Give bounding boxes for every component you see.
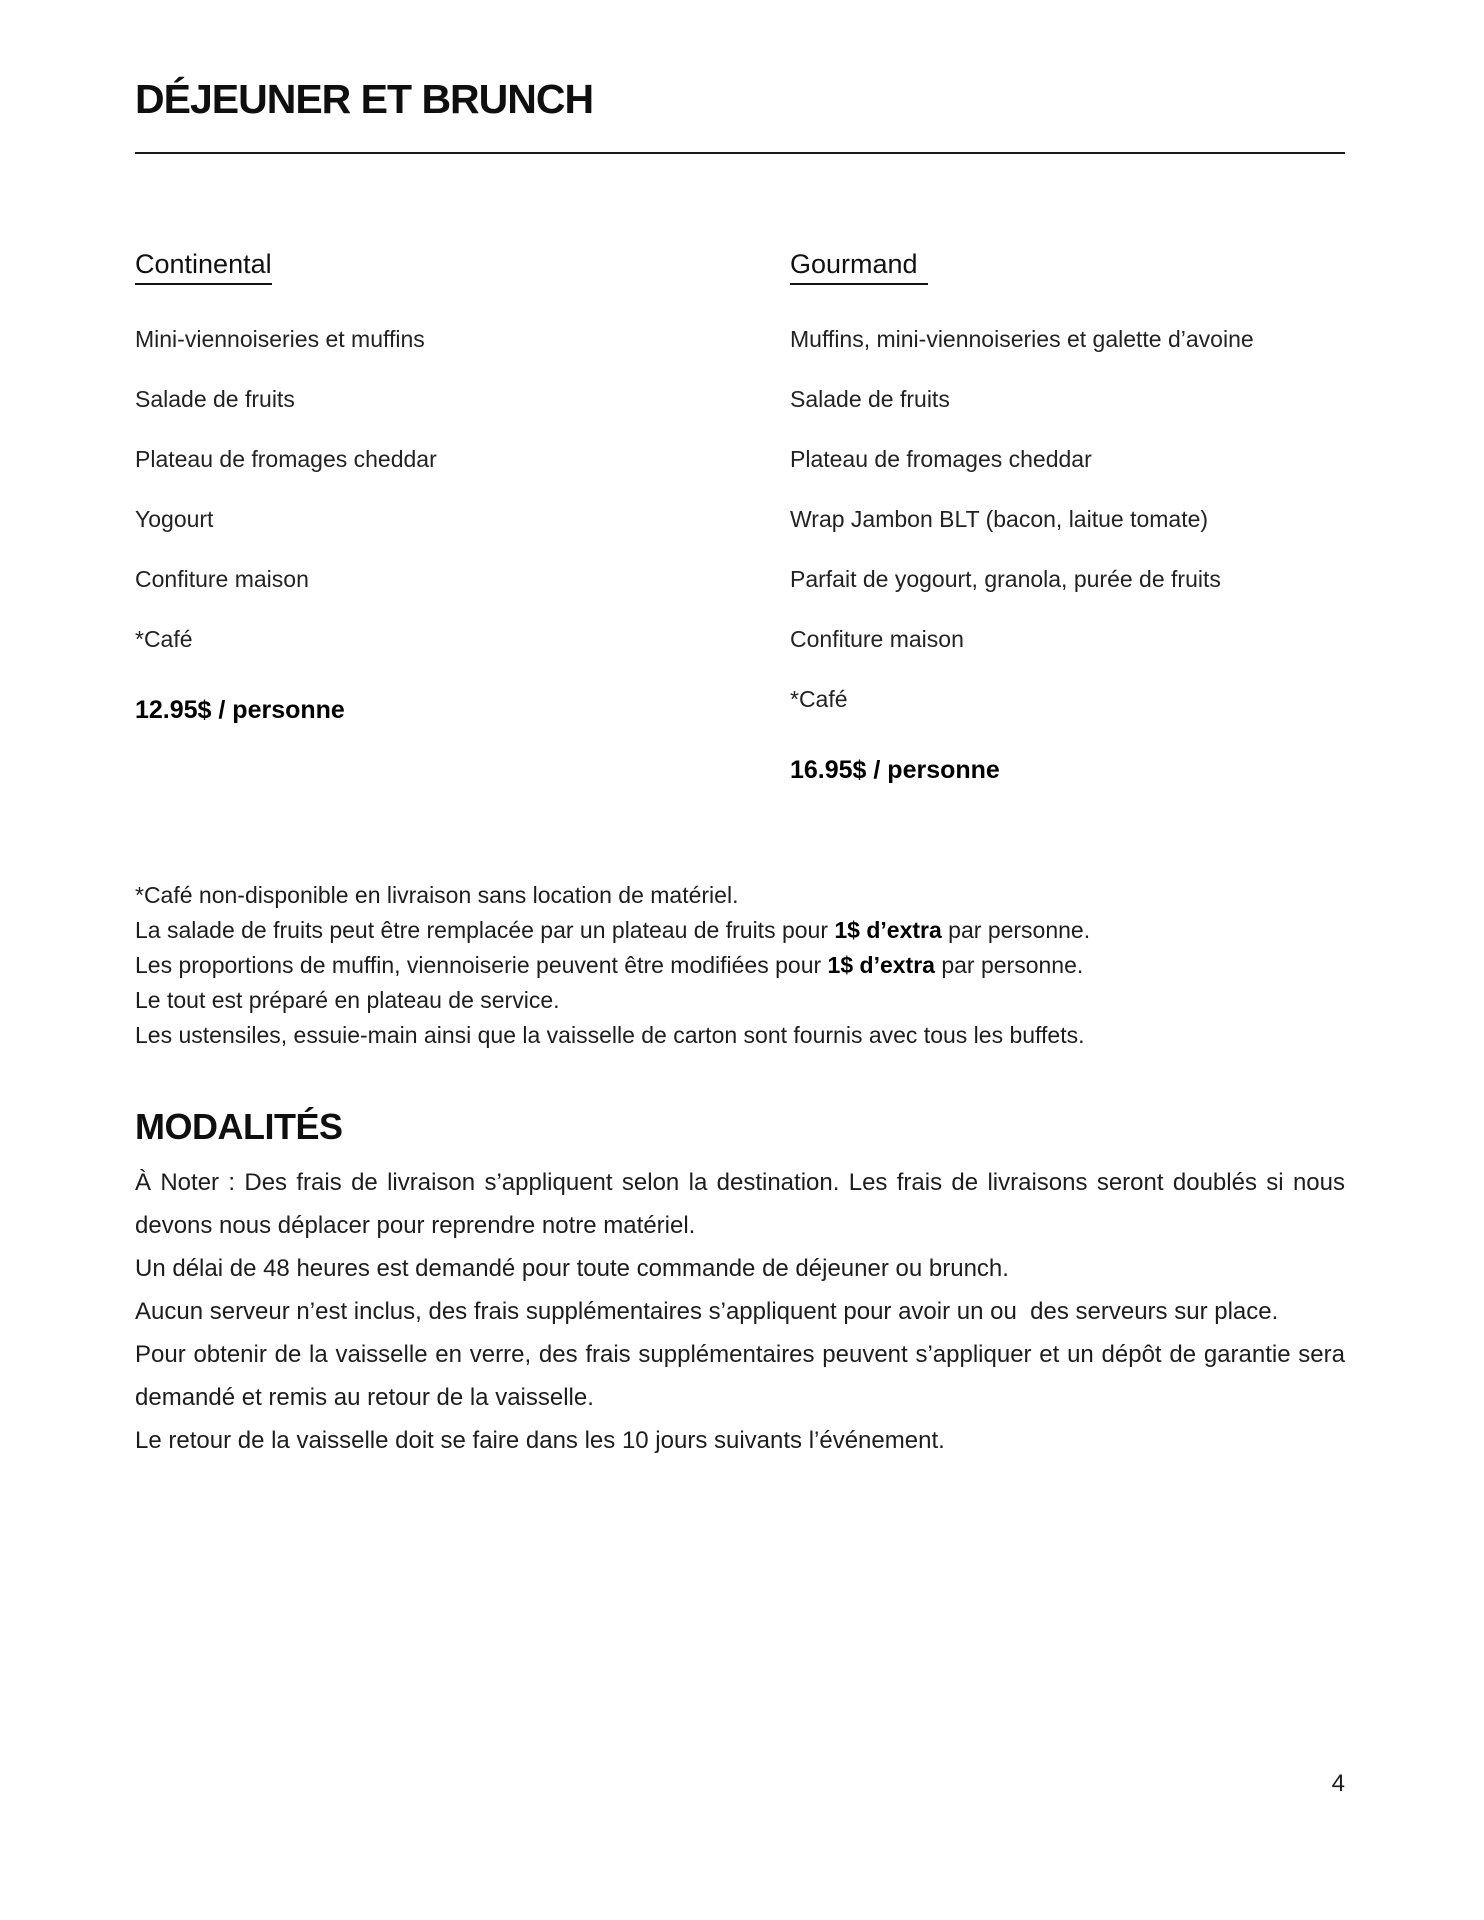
modalites-paragraph: Le retour de la vaisselle doit se faire dans les 10 jours suivants l’événement. (135, 1427, 945, 1454)
gourmand-item-list (790, 325, 1345, 713)
gourmand-price: 16.95$ / personne (790, 756, 1000, 784)
menu-item: Confiture maison (790, 626, 964, 652)
note-bold-text: 1$ d’extra (827, 952, 935, 978)
menu-item: Wrap Jambon BLT (bacon, laitue tomate) (790, 506, 1209, 532)
note-line (135, 1018, 1345, 1053)
modalites-body (135, 1161, 1352, 1462)
menu-item: Plateau de fromages cheddar (135, 446, 437, 472)
menu-item: Yogourt (135, 506, 214, 532)
menu-item: Mini-viennoiseries et muffins (135, 326, 425, 352)
note-bold-text: 1$ d’extra (834, 917, 942, 943)
menu-column-gourmand (790, 249, 1345, 785)
note-text: *Café non-disponible en livraison sans location de matériel. (135, 882, 739, 908)
modalites-paragraph: Aucun serveur n’est inclus, des frais supplémentaires s’appliquent pour avoir un ou des serveurs sur place. (135, 1298, 1279, 1325)
page-title: DÉJEUNER ET BRUNCH (135, 76, 594, 122)
note-line (135, 878, 1345, 913)
continental-price: 12.95$ / personne (135, 696, 345, 724)
note-text: Les proportions de muffin, viennoiserie peuvent être modifiées pour (135, 952, 828, 978)
menu-item: Muffins, mini-viennoiseries et galette d’avoine (790, 326, 1254, 352)
modalites-heading: MODALITÉS (135, 1106, 343, 1147)
menu-item: Confiture maison (135, 566, 309, 592)
menu-item: Salade de fruits (790, 386, 950, 412)
menu-item: *Café (790, 686, 848, 712)
menu-item: *Café (135, 626, 193, 652)
note-line (135, 913, 1345, 948)
menu-columns (135, 249, 1345, 785)
modalites-paragraph: À Noter : Des frais de livraison s’appliquent selon la destination. Les frais de livraisons seront doublés si nous devons nous déplacer pour reprendre notre matériel. (135, 1169, 1352, 1239)
notes-block (135, 878, 1345, 1053)
modalites-paragraph: Pour obtenir de la vaisselle en verre, des frais supplémentaires peuvent s’appliquer et un dépôt de garantie sera demandé et remis au retour de la vaisselle. (135, 1341, 1352, 1411)
title-divider (135, 152, 1345, 154)
menu-item: Salade de fruits (135, 386, 295, 412)
note-text: Le tout est préparé en plateau de service. (135, 987, 560, 1013)
menu-item: Plateau de fromages cheddar (790, 446, 1092, 472)
column-heading-continental: Continental (135, 249, 272, 285)
menu-item: Parfait de yogourt, granola, purée de fruits (790, 566, 1221, 592)
menu-column-continental (135, 249, 790, 785)
page-number: 4 (1331, 1770, 1345, 1797)
column-heading-gourmand: Gourmand (790, 249, 928, 285)
note-line (135, 983, 1345, 1018)
note-text: La salade de fruits peut être remplacée par un plateau de fruits pour (135, 917, 835, 943)
note-text: par personne. (941, 917, 1091, 943)
continental-item-list (135, 325, 790, 653)
modalites-paragraph: Un délai de 48 heures est demandé pour toute commande de déjeuner ou brunch. (135, 1255, 1009, 1282)
note-line (135, 948, 1345, 983)
note-text: par personne. (934, 952, 1084, 978)
note-text: Les ustensiles, essuie-main ainsi que la vaisselle de carton sont fournis avec tous les buffets. (135, 1022, 1085, 1048)
